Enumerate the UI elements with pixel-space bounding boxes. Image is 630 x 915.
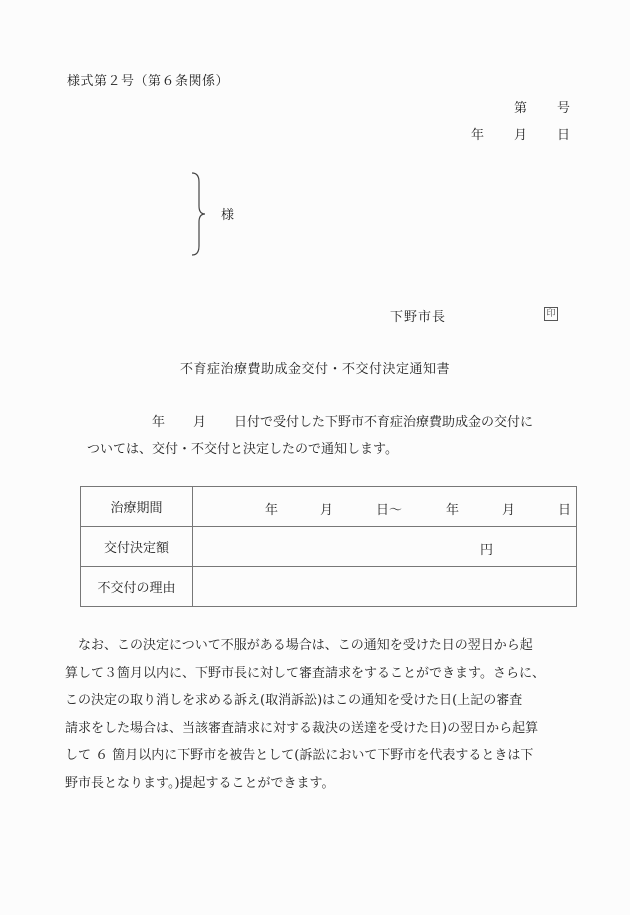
- intro-month: 月: [193, 415, 207, 430]
- notice-line: なお、この決定について不服がある場合は、この通知を受けた日の翌日から起: [65, 638, 533, 653]
- table-row-grant-amount: [81, 527, 577, 567]
- label-rejection-reason: 不交付の理由: [81, 567, 193, 607]
- amount-unit: 円: [480, 543, 494, 558]
- date-day: 日: [556, 128, 570, 143]
- label-grant-amount: 交付決定額: [81, 527, 193, 567]
- value-treatment-period[interactable]: [193, 487, 577, 527]
- intro-line1-rest: 日付で受付した下野市不育症治療費助成金の交付に: [234, 415, 534, 430]
- document-date: [471, 124, 570, 143]
- notice-line: 算して３箇月以内に、下野市長に対して審査請求をすることができます。さらに、: [65, 665, 545, 681]
- notice-line: 野市長となります。)提起することができます。: [65, 775, 335, 791]
- sender-title: 下野市長: [390, 310, 447, 325]
- notice-line: して ６ 箇月以内に下野市を被告として(訴訟において下野市を代表するときは下: [65, 748, 534, 763]
- form-number: 様式第２号（第６条関係）: [67, 74, 230, 89]
- date-month: 月: [513, 128, 527, 143]
- end-year: 年: [446, 503, 460, 518]
- seal-stamp-icon: 印: [544, 307, 558, 321]
- table-row-rejection-reason: [81, 567, 577, 607]
- document-number: [514, 97, 570, 116]
- doc-number-prefix: 第: [513, 101, 527, 116]
- start-day: 日～: [376, 503, 403, 518]
- notice-line: この決定の取り消しを求める訴え(取消訴訟)はこの通知を受けた日(上記の審査: [65, 693, 523, 708]
- intro-line-2: ついては、交付・不交付と決定したので通知します。: [87, 442, 398, 457]
- intro-line-1: [152, 411, 533, 430]
- addressee-honorific: 様: [221, 208, 235, 223]
- date-year: 年: [470, 128, 484, 143]
- appeal-notice: [65, 632, 585, 797]
- end-day: 日: [558, 503, 572, 518]
- intro-year: 年: [152, 415, 166, 430]
- start-month: 月: [320, 503, 334, 518]
- value-grant-amount[interactable]: [193, 527, 577, 567]
- notice-line: 請求をした場合は、当該審査請求に対する裁決の送達を受けた日)の翌日から起算: [65, 720, 539, 736]
- start-year: 年: [265, 503, 279, 518]
- doc-number-suffix: 号: [556, 101, 570, 116]
- end-month: 月: [502, 503, 516, 518]
- label-treatment-period: 治療期間: [81, 487, 193, 527]
- document-title: 不育症治療費助成金交付・不交付決定通知書: [179, 362, 450, 377]
- curly-brace-icon: [190, 172, 214, 256]
- table-row-treatment-period: [81, 487, 577, 527]
- info-table: [80, 486, 577, 607]
- value-rejection-reason[interactable]: [193, 567, 577, 607]
